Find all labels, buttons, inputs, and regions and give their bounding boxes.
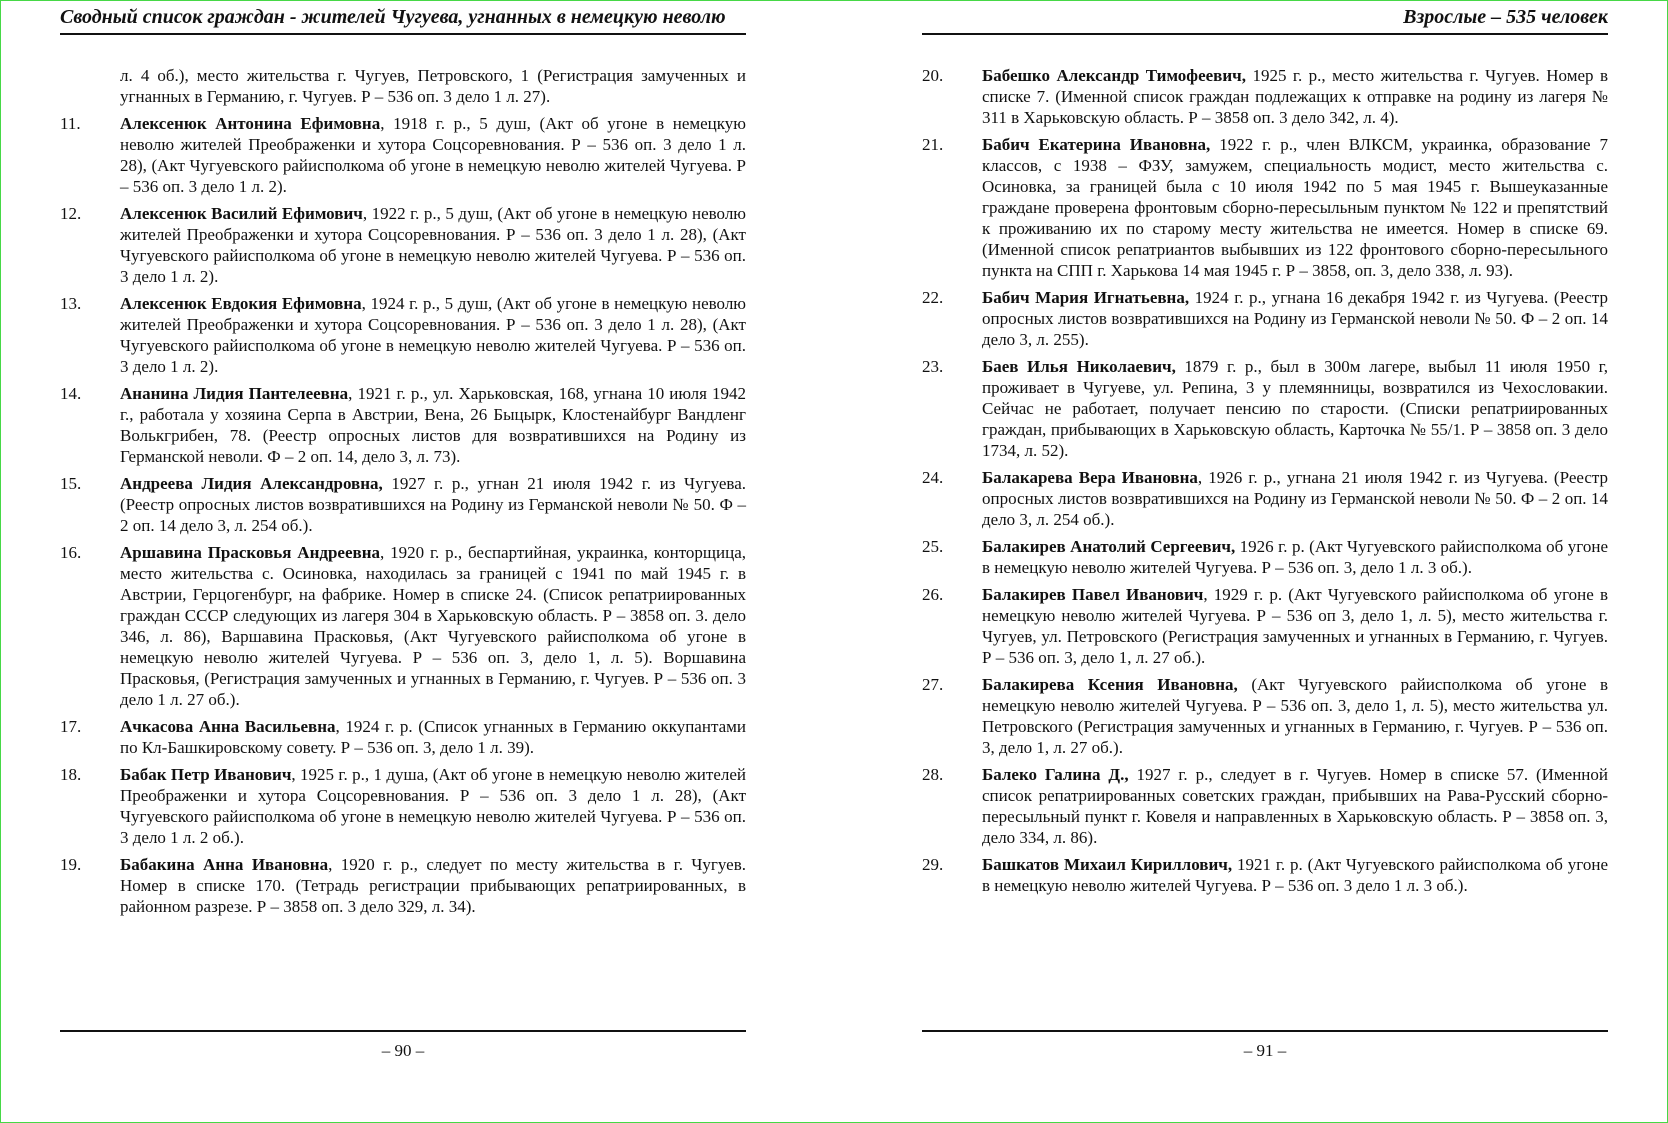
entry-text: 1927 г. р., угнан 21 июля 1942 г. из Чугуева. (Реестр опросных листов возвратившихся на Родину из Германской неволи № 50. Ф – 2 оп. 14 дело 3, л. 254 об.). <box>120 474 746 535</box>
entry-11 <box>60 113 746 197</box>
page-number-left: – 90 – <box>381 1041 425 1060</box>
entry-12 <box>60 203 746 287</box>
entry-22 <box>922 287 1608 350</box>
entry-20 <box>922 65 1608 128</box>
entry-number: 27. <box>922 675 944 694</box>
entry-text: 1926 г. р. (Акт Чугуевского райисполкома об угоне в немецкую неволю жителей Чугуева. Р – 536 оп. 3, дело 1 л. 3 об.). <box>982 537 1608 577</box>
entry-name: Бабич Мария Игнатьевна, <box>982 288 1190 307</box>
entry-name: Балакирев Павел Иванович <box>982 585 1204 604</box>
entry-21 <box>922 134 1608 281</box>
entry-text: , 1920 г. р., следует по месту жительства в г. Чугуев. Номер в списке 170. (Тетрадь регистрации прибывающих репатриированных, в районном разрезе. Р – 3858 оп. 3 дело 329, л. 34). <box>120 855 746 916</box>
entry-number: 26. <box>922 585 944 604</box>
entry-number: 13. <box>60 294 82 313</box>
entry-name: Бабак Петр Иванович <box>120 765 292 784</box>
entry-name: Бабич Екатерина Ивановна, <box>982 135 1211 154</box>
entry-18 <box>60 764 746 848</box>
footer-rule-right <box>922 1030 1608 1032</box>
entry-text: 1922 г. р., член ВЛКСМ, украинка, образование 7 классов, с 1938 – ФЗУ, замужем, специальность модист, место жительства с. Осиновка, за границей была с 10 июля 1942 по 5 мая 1945 г. Вышеуказанные граждане проверена фронтовым сборно-пересыльным пунктом № 122 и препятствий к проживанию их по старому месту жительства не имеется. Номер в списке 69. (Именной список репатриантов выбывших из 122 фронтового сборно-пересыльного пункта на СПП г. Харькова 14 мая 1945 г. Р – 3858, оп. 3, дело 338, л. 93). <box>982 135 1608 280</box>
page-number-right: – 91 – <box>1243 1041 1287 1060</box>
entry-name: Ананина Лидия Пантелеевна <box>120 384 349 403</box>
entry-text: 1927 г. р., следует в г. Чугуев. Номер в списке 57. (Именной список репатриированных советских граждан, прибывших на Рава-Русский сборно-пересыльный пункт г. Ковеля и направленных в Харьковскую область. Р – 3858 оп. 3, дело 334, л. 86). <box>982 765 1608 847</box>
entry-number: 25. <box>922 537 944 556</box>
entry-text: , 1920 г. р., беспартийная, украинка, конторщица, место жительства с. Осиновка, находилась за границей с 1941 по май 1945 г. в Австрии, Герцогенбург, на фабрике. Номер в списке 24. (Список репатриированных граждан СССР следующих из лагеря 304 в Харьковскую область. Р – 3858 оп. 3. дело 346, л. 86), Варшавина Прасковья, (Акт Чугуевского райисполкома об угоне в немецкую неволю жителей Чугуева. Р – 536 оп. 3, дело 1, л. 5). Воршавина Прасковья, (Регистрация замученных и угнанных в Германию, г. Чугуев. Р – 536 оп. 3 дело 1 л. 27 об.). <box>120 543 746 709</box>
entry-number: 19. <box>60 855 82 874</box>
entry-29 <box>922 854 1608 896</box>
entry-text: 1921 г. р. (Акт Чугуевского райисполкома об угоне в немецкую неволю жителей Чугуева. Р – 536 оп. 3 дело 1 л. 3 об.). <box>982 855 1608 895</box>
right-page-content <box>922 65 1608 902</box>
entry-28 <box>922 764 1608 848</box>
entry-13 <box>60 293 746 377</box>
entry-number: 23. <box>922 357 944 376</box>
left-page <box>60 0 746 1123</box>
continued-entry-text: л. 4 об.), место жительства г. Чугуев, Петровского, 1 (Регистрация замученных и угнанных в Германию, г. Чугуев. Р – 536 оп. 3 дело 1 л. 27). <box>120 66 746 106</box>
entry-name: Балакирев Анатолий Сергеевич, <box>982 537 1236 556</box>
entry-name: Ачкасова Анна Васильевна <box>120 717 336 736</box>
entry-name: Балакирева Ксения Ивановна, <box>982 675 1238 694</box>
entry-name: Баев Илья Николаевич, <box>982 357 1176 376</box>
entry-25 <box>922 536 1608 578</box>
right-page <box>922 0 1608 1123</box>
entry-number: 11. <box>60 114 81 133</box>
entry-number: 21. <box>922 135 944 154</box>
running-header-right: Взрослые – 535 человек <box>1403 6 1608 28</box>
entry-text: , 1925 г. р., 1 душа, (Акт об угоне в немецкую неволю жителей Преображенки и хутора Соцсоревнования. Р – 536 оп. 3 дело 1 л. 28), (Акт Чугуевского райисполкома об угоне в немецкую неволю жителей Чугуева. Р – 536 оп. 3 дело 1 л. 2 об.). <box>120 765 746 847</box>
entry-name: Балеко Галина Д., <box>982 765 1129 784</box>
entry-16 <box>60 542 746 710</box>
header-rule-left <box>60 33 746 35</box>
entry-name: Алексенюк Василий Ефимович <box>120 204 363 223</box>
entry-number: 17. <box>60 717 82 736</box>
entry-text: , 1922 г. р., 5 душ, (Акт об угоне в немецкую неволю жителей Преображенки и хутора Соцсоревнования. Р – 536 оп. 3 дело 1 л. 28), (Акт Чугуевского райисполкома об угоне в немецкую неволю жителей Чугуева. Р – 536 оп. 3 дело 1 л. 2). <box>120 204 746 286</box>
entry-text: , 1918 г. р., 5 душ, (Акт об угоне в немецкую неволю жителей Преображенки и хутора Соцсоревнования. Р – 536 оп. 3 дело 1 л. 28), (Акт Чугуевского райисполкома об угоне в немецкую неволю жителей Чугуева. Р – 536 оп. 3 дело 1 л. 2). <box>120 114 746 196</box>
entry-17 <box>60 716 746 758</box>
entry-number: 28. <box>922 765 944 784</box>
footer-rule-left <box>60 1030 746 1032</box>
entry-text: , 1924 г. р., 5 душ, (Акт об угоне в немецкую неволю жителей Преображенки и хутора Соцсоревнования. Р – 536 оп. 3 дело 1 л. 28), (Акт Чугуевского райисполкома об угоне в немецкую неволю жителей Чугуева. Р – 536 оп. 3 дело 1 л. 2). <box>120 294 747 376</box>
entry-name: Андреева Лидия Александровна, <box>120 474 383 493</box>
entry-number: 24. <box>922 468 944 487</box>
entry-14 <box>60 383 746 467</box>
entry-number: 18. <box>60 765 82 784</box>
entry-text: 1925 г. р., место жительства г. Чугуев. Номер в списке 7. (Именной список граждан подлежащих к отправке на родину из лагеря № 311 в Харьковскую область. Р – 3858 оп. 3 дело 342, л. 4). <box>982 66 1608 127</box>
entry-number: 16. <box>60 543 82 562</box>
entry-name: Алексенюк Антонина Ефимовна <box>120 114 381 133</box>
entry-text: 1924 г. р., угнана 16 декабря 1942 г. из Чугуева. (Реестр опросных листов возвратившихся на Родину из Германской неволи № 50. Ф – 2 оп. 14 дело 3, л. 255). <box>982 288 1608 349</box>
entry-27 <box>922 674 1608 758</box>
entry-number: 20. <box>922 66 944 85</box>
entry-26 <box>922 584 1608 668</box>
entry-name: Бабакина Анна Ивановна <box>120 855 329 874</box>
entry-text: , 1929 г. р. (Акт Чугуевского райисполкома об угоне в немецкую неволю жителей Чугуева. Р – 536 оп 3, дело 1, л. 5), место жительства г. Чугуев, ул. Петровского (Регистрация замученных и угнанных в Германию, г. Чугуев. Р – 536 оп. 3, дело 1, л. 27 об.). <box>982 585 1608 667</box>
entry-number: 12. <box>60 204 82 223</box>
entry-number: 29. <box>922 855 944 874</box>
entry-text: (Акт Чугуевского райисполкома об угоне в немецкую неволю жителей Чугуева. Р – 536 оп. 3, дело 1, л. 5), место жительства ул. Петровского (Регистрация замученных и угнанных в Германию, г. Чугуев. Р – 536 оп. 3, дело 1, л. 27 об.). <box>982 675 1608 757</box>
entry-name: Балакарева Вера Ивановна <box>982 468 1198 487</box>
left-page-content <box>60 65 746 923</box>
entry-text: , 1926 г. р., угнана 21 июля 1942 г. из Чугуева. (Реестр опросных листов возвратившихся на Родину из Германской неволи № 50. Ф – 2 оп. 14 дело 3, л. 254 об.). <box>982 468 1609 529</box>
entry-23 <box>922 356 1608 461</box>
entry-name: Аршавина Прасковья Андреевна <box>120 543 381 562</box>
entry-text: , 1924 г. р. (Список угнанных в Германию оккупантами по Кл-Башкировскому совету. Р – 536 оп. 3, дело 1 л. 39). <box>120 717 746 757</box>
entry-24 <box>922 467 1608 530</box>
entry-number: 14. <box>60 384 82 403</box>
entry-name: Бабешко Александр Тимофеевич, <box>982 66 1246 85</box>
entry-name: Алексенюк Евдокия Ефимовна <box>120 294 362 313</box>
running-header-left: Сводный список граждан - жителей Чугуева, угнанных в немецкую неволю <box>60 6 726 28</box>
entry-number: 15. <box>60 474 82 493</box>
header-rule-right <box>922 33 1608 35</box>
entry-15 <box>60 473 746 536</box>
entry-19 <box>60 854 746 917</box>
entry-name: Башкатов Михаил Кириллович, <box>982 855 1233 874</box>
entry-text: 1879 г. р., был в 300м лагере, выбыл 11 июля 1950 г, проживает в Чугуеве, ул. Репина, 3 у племянницы, возвратился из Чехословакии. Сейчас не работает, получает пенсию по старости. (Списки репатриированных граждан, прибывающих в Харьковскую область, Карточка № 55/1. Р – 3858 оп. 3 дело 1734, л. 52). <box>982 357 1608 460</box>
entry-number: 22. <box>922 288 944 307</box>
entry-text: , 1921 г. р., ул. Харьковская, 168, угнана 10 июля 1942 г., работала у хозяина Серпа в Австрии, Вена, 26 Быцырк, Клостенайбург Вандленг Волькгрибен, 78. (Реестр опросных листов для возвратившихся на Родину из Германской неволи. Ф – 2 оп. 14, дело 3, л. 73). <box>120 384 746 466</box>
